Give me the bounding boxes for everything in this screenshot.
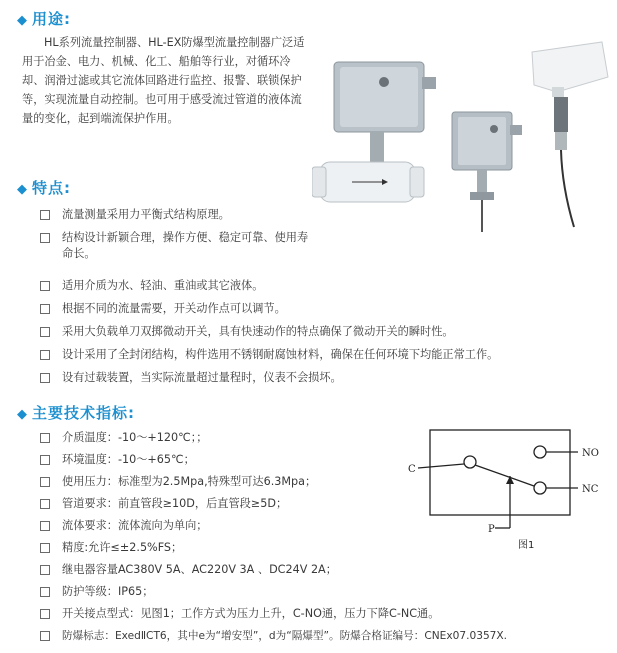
diagram-frame	[430, 430, 570, 515]
nc-contact-icon	[534, 482, 546, 494]
list-item: 开关接点型式：见图1；工作方式为压力上升，C-NO通，压力下降C-NC通。	[40, 606, 615, 622]
list-item: 适用介质为水、轻油、重油或其它液体。	[40, 278, 600, 294]
list-item: 继电器容量AC380V 5A、AC220V 3A 、DC24V 2A；	[40, 562, 615, 578]
specs-heading: ◆ 主要技术指标:	[17, 404, 135, 422]
list-item: 流量测量采用力平衡式结构原理。	[40, 207, 340, 223]
list-item: 精度:允许≤±2.5%FS；	[40, 540, 615, 556]
list-item: 采用大负载单刀双掷微动开关，具有快速动作的特点确保了微动开关的瞬时性。	[40, 324, 600, 340]
diamond-bullet-icon: ◆	[17, 407, 28, 422]
label-no: NO	[582, 448, 599, 459]
flow-controller-on-pipe-icon	[312, 62, 436, 202]
list-item: 防爆标志：ExedⅡCT6，其中e为“增安型”，d为“隔爆型”。防爆合格证编号：CNEx07.0357X.	[40, 628, 615, 644]
features-list	[40, 207, 340, 269]
features-heading: ◆ 特点:	[17, 179, 71, 197]
label-p: P	[488, 524, 495, 535]
usage-heading: ◆ 用途:	[17, 10, 71, 28]
list-item: 使用压力：标准型为2.5Mpa,特殊型可达6.3Mpa；	[40, 474, 615, 490]
list-item: 设有过载装置，当实际流量超过量程时，仪表不会损坏。	[40, 370, 600, 386]
list-item: 结构设计新颖合理，操作方便、稳定可靠、使用寿命长。	[40, 230, 317, 262]
compact-flow-switch-icon	[532, 42, 608, 227]
c-contact-icon	[464, 456, 476, 468]
paddle-flow-switch-icon	[452, 112, 522, 232]
label-nc: NC	[582, 484, 599, 495]
list-item: 根据不同的流量需要，开关动作点可以调节。	[40, 301, 600, 317]
list-item: 流体要求：流体流向为单向；	[40, 518, 615, 534]
usage-paragraph: HL系列流量控制器、HL-EX防爆型流量控制器广泛适用于冶金、电力、机械、化工、船舶等行业，对循环冷却、润滑过滤或其它流体回路进行监控、报警、联锁保护等，实现流量自动控制。也可用于感受流过管道的液体流量的变化，起到端流保护作用。	[22, 36, 305, 125]
switch-blade	[475, 465, 534, 486]
diamond-bullet-icon: ◆	[17, 182, 28, 197]
label-c: C	[408, 464, 416, 475]
switch-contact-diagram	[400, 420, 610, 555]
list-item: 防护等级：IP65；	[40, 584, 615, 600]
list-item: 环境温度：-10～+65℃；	[40, 452, 615, 468]
no-contact-icon	[534, 446, 546, 458]
list-item: 设计采用了全封闭结构，构件选用不锈钢耐腐蚀材料，确保在任何环境下均能正常工作。	[40, 347, 600, 363]
product-photo	[312, 37, 610, 232]
list-item: 管道要求：前直管段≥10D，后直管段≥5D；	[40, 496, 615, 512]
diamond-bullet-icon: ◆	[17, 13, 28, 28]
pressure-arrow-icon	[506, 476, 514, 484]
figure-caption: 图1	[518, 540, 535, 551]
features-list-cont	[40, 278, 600, 386]
list-item: 介质温度：-10～+120℃；；	[40, 430, 615, 446]
